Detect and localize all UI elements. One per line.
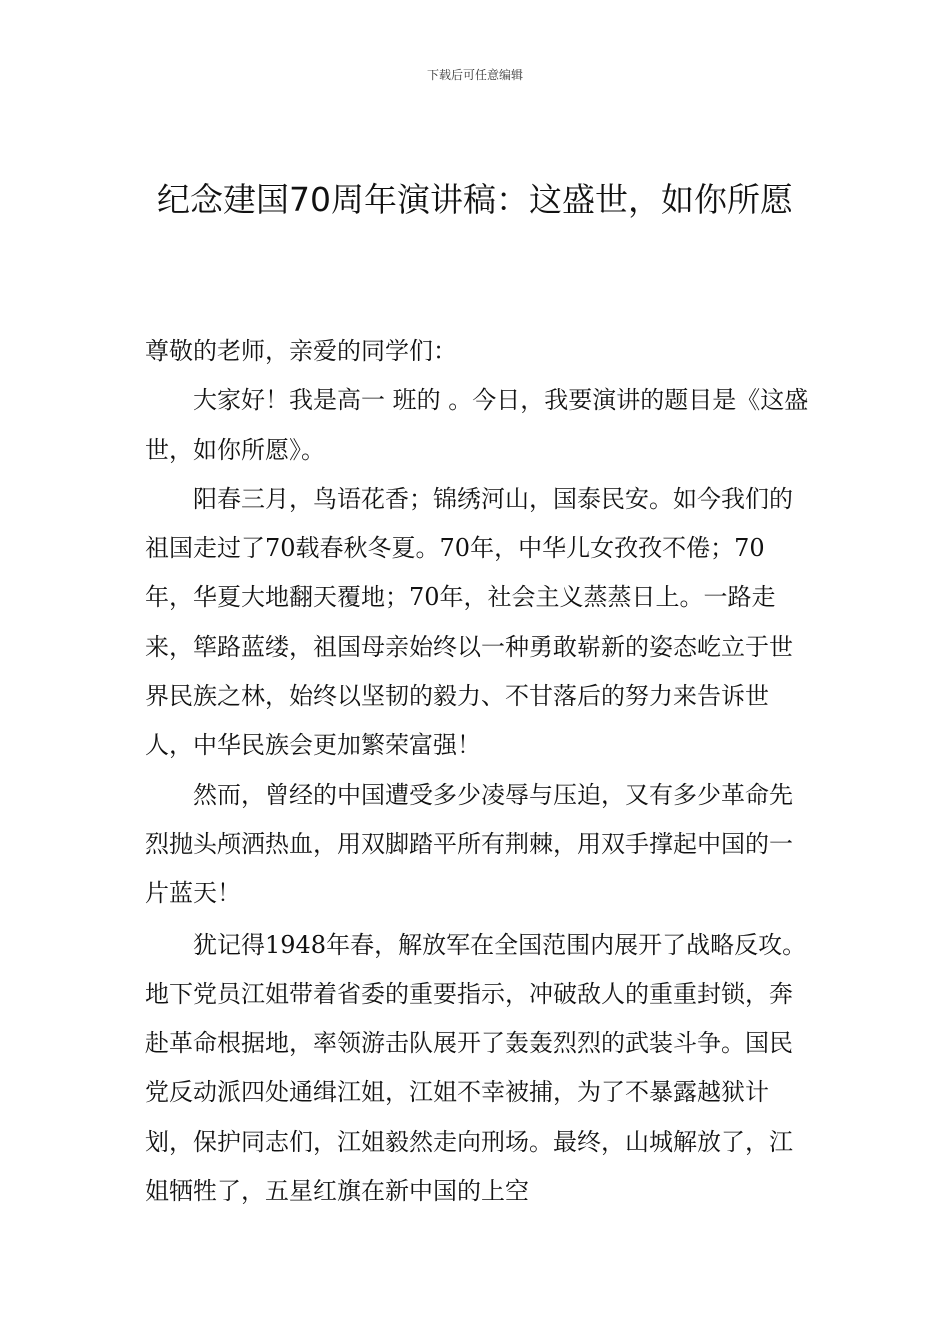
paragraph-greeting: 大家好！我是高一 班的 。今日，我要演讲的题目是《这盛世，如你所愿》。 — [145, 386, 809, 464]
document-title: 纪念建国70周年演讲稿：这盛世，如你所愿 — [157, 180, 793, 219]
paragraph-history: 然而，曾经的中国遭受多少凌辱与压迫，又有多少革命先烈抛头颅洒热血，用双脚踏平所有荆棘，用双手撑起中国的一片蓝天！ — [145, 780, 793, 908]
header-note: 下载后可任意编辑 — [426, 68, 523, 82]
salutation: 尊敬的老师，亲爱的同学们： — [145, 337, 457, 365]
paragraph-spring: 阳春三月，鸟语花香；锦绣河山，国泰民安。如今我们的祖国走过了70载春秋冬夏。70年，中华儿女孜孜不倦；70年，华夏大地翻天覆地；70年，社会主义蒸蒸日上。一路走来，筚路蓝缕，祖国母亲始终以一种勇敢崭新的姿态屹立于世界民族之林，始终以坚韧的毅力、不甘落后的努力来告诉世人，中华民族会更加繁荣富强！ — [145, 484, 793, 760]
document-body — [145, 327, 810, 1216]
paragraph-jiangjie: 犹记得1948年春，解放军在全国范围内展开了战略反攻。地下党员江姐带着省委的重要指示，冲破敌人的重重封锁，奔赴革命根据地，率领游击队展开了轰轰烈烈的武装斗争。国民党反动派四处通缉江姐，江姐不幸被捕，为了不暴露越狱计划，保护同志们，江姐毅然走向刑场。最终，山城解放了，江姐牺牲了，五星红旗在新中国的上空 — [145, 930, 807, 1206]
